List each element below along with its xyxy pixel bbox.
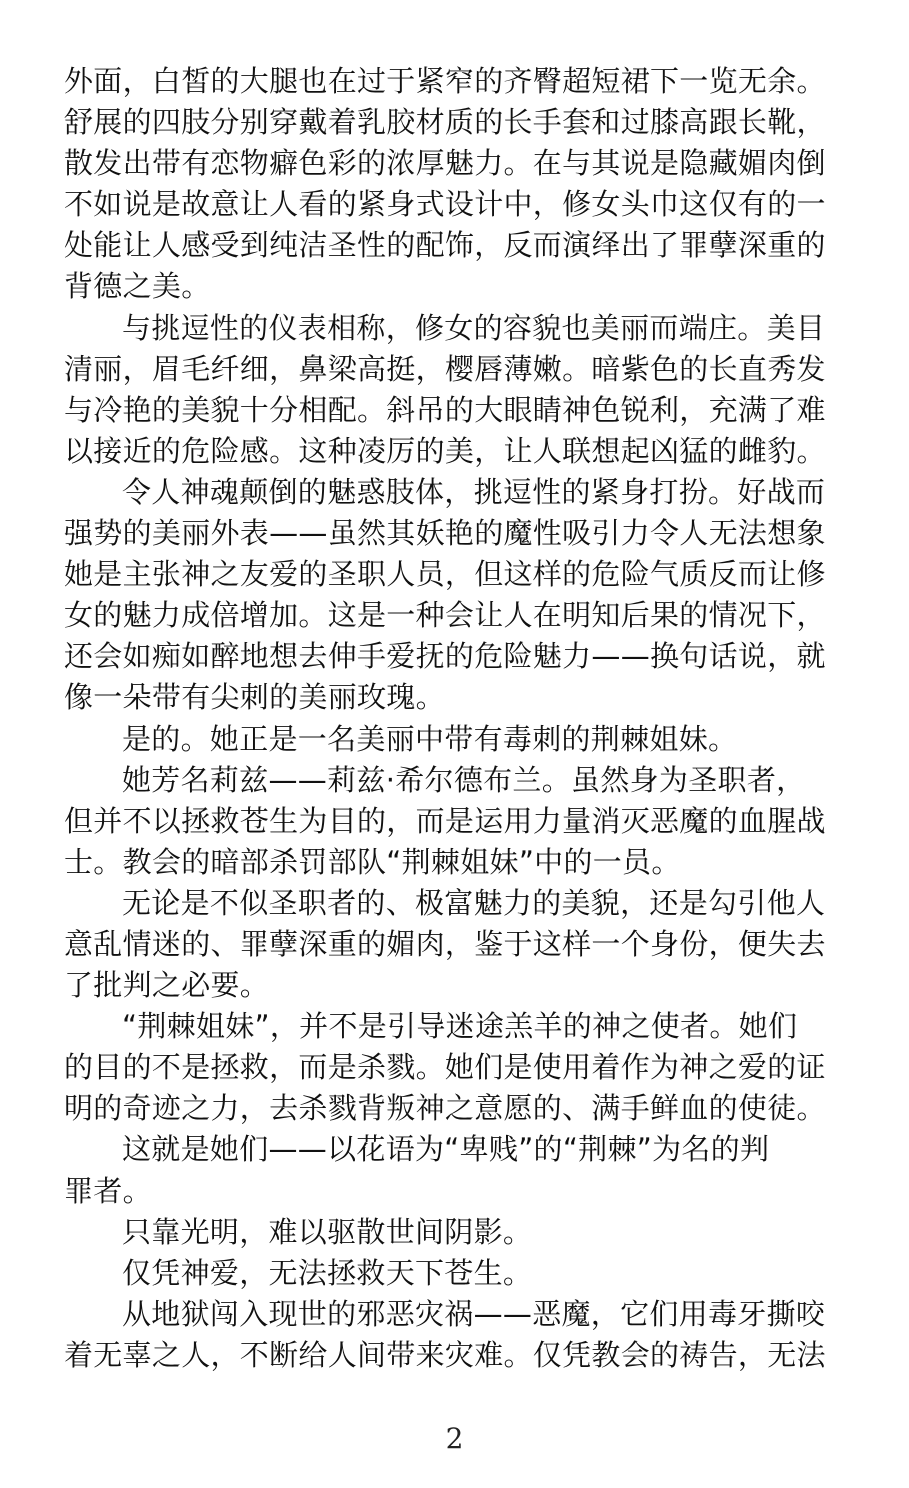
text-line: 令人神魂颠倒的魅惑肢体，挑逗性的紧身打扮。好战而 bbox=[122, 474, 826, 509]
text-line: 外面，白皙的大腿也在过于紧窄的齐臀超短裙下一览无余。 bbox=[64, 64, 826, 98]
text-line: 与挑逗性的仪表相称，修女的容貌也美丽而端庄。美目 bbox=[122, 310, 826, 345]
text-line: 与冷艳的美貌十分相配。斜吊的大眼睛神色锐利，充满了难 bbox=[64, 392, 826, 427]
text-line: 着无辜之人，不断给人间带来灾难。仅凭教会的祷告，无法 bbox=[64, 1337, 826, 1372]
text-line: 她是主张神之友爱的圣职人员，但这样的危险气质反而让修 bbox=[64, 557, 826, 592]
text-line: 以接近的危险感。这种凌厉的美，让人联想起凶猛的雌豹。 bbox=[64, 433, 826, 468]
text-line: 不如说是故意让人看的紧身式设计中，修女头巾这仅有的一 bbox=[64, 187, 826, 222]
text-line: 这就是她们——以花语为“卑贱”的“荆棘”为名的判 bbox=[122, 1132, 770, 1167]
text-line: 无论是不似圣职者的、极富魅力的美貌，还是勾引他人 bbox=[122, 885, 826, 920]
text-line: 是的。她正是一名美丽中带有毒刺的荆棘姐妹。 bbox=[122, 721, 738, 756]
text-line: 仅凭神爱，无法拯救天下苍生。 bbox=[122, 1255, 533, 1290]
text-line: 背德之美。 bbox=[64, 269, 211, 304]
text-line: 意乱情迷的、罪孽深重的媚肉，鉴于这样一个身份，便失去 bbox=[64, 926, 826, 961]
text-line: 清丽，眉毛纤细，鼻梁高挺，樱唇薄嫩。暗紫色的长直秀发 bbox=[64, 351, 826, 386]
body-text bbox=[64, 61, 832, 1376]
page-number: 2 bbox=[445, 1422, 464, 1455]
text-line: 罪者。 bbox=[64, 1173, 152, 1208]
text-line: 从地狱闯入现世的邪恶灾祸——恶魔，它们用毒牙撕咬 bbox=[122, 1296, 826, 1331]
text-line: “荆棘姐妹”，并不是引导迷途羔羊的神之使者。她们 bbox=[122, 1009, 798, 1044]
text-line: 她芳名莉兹——莉兹·希尔德布兰。虽然身为圣职者， bbox=[122, 762, 806, 797]
text-line: 强势的美丽外表——虽然其妖艳的魔性吸引力令人无法想象 bbox=[64, 516, 826, 551]
text-line: 士。教会的暗部杀罚部队“荆棘姐妹”中的一员。 bbox=[64, 844, 681, 879]
text-line: 女的魅力成倍增加。这是一种会让人在明知后果的情况下， bbox=[64, 598, 826, 633]
text-line: 的目的不是拯救，而是杀戮。她们是使用着作为神之爱的证 bbox=[64, 1050, 826, 1085]
text-line: 但并不以拯救苍生为目的，而是运用力量消灭恶魔的血腥战 bbox=[64, 803, 826, 838]
text-line: 像一朵带有尖刺的美丽玫瑰。 bbox=[64, 680, 445, 715]
text-line: 散发出带有恋物癖色彩的浓厚魅力。在与其说是隐藏媚肉倒 bbox=[64, 146, 826, 181]
text-line: 还会如痴如醉地想去伸手爱抚的危险魅力——换句话说，就 bbox=[64, 639, 826, 674]
text-line: 了批判之必要。 bbox=[64, 968, 270, 1003]
text-line: 舒展的四肢分别穿戴着乳胶材质的长手套和过膝高跟长靴， bbox=[64, 105, 826, 140]
text-line: 处能让人感受到纯洁圣性的配饰，反而演绎出了罪孽深重的 bbox=[64, 228, 826, 263]
text-line: 只靠光明，难以驱散世间阴影。 bbox=[122, 1214, 533, 1249]
text-line: 明的奇迹之力，去杀戮背叛神之意愿的、满手鲜血的使徒。 bbox=[64, 1091, 826, 1126]
